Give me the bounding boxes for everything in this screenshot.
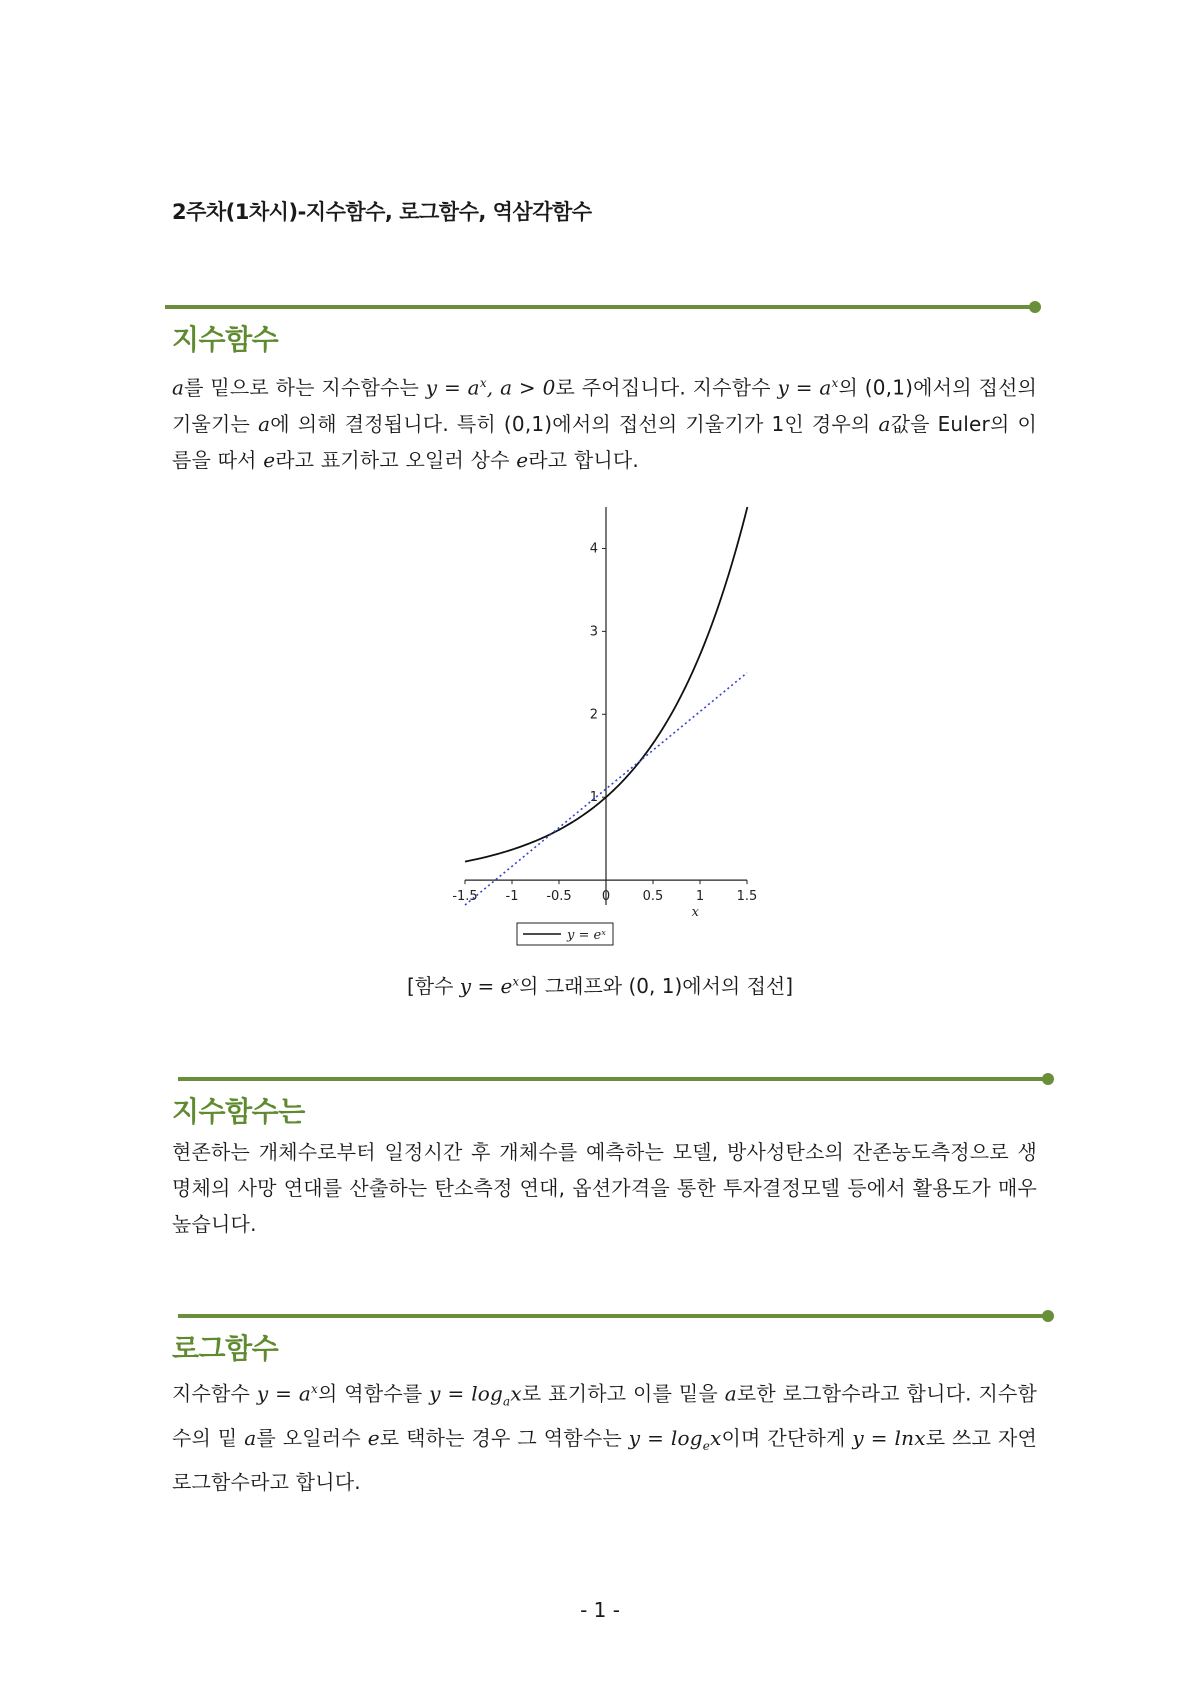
x-tick-label: -1 [505,889,519,905]
text-run: 라고 표기하고 오일러 상수 [275,447,517,472]
math-expr: y = a [777,375,832,400]
page-number: - 1 - [580,1598,620,1622]
document-title: 2주차(1차시)-지수함수, 로그함수, 역삼각함수 [172,200,592,224]
y-tick-label: 2 [589,707,598,723]
legend-label: y = eˣ [567,928,606,943]
text-run: 로 주어집니다. 지수함수 [555,375,778,400]
exp-function-graph [452,505,765,945]
text-run: 로 쓰고 자연로그함수라고 합니다. [172,1425,1037,1494]
section-paragraph [172,365,1037,478]
section-divider [178,1314,1048,1318]
math-expr: y = e [459,974,513,998]
math-var: a [878,411,891,436]
math-sup: x [512,974,520,989]
x-tick-label: -1.5 [452,889,478,905]
x-tick-label: 1.5 [736,889,758,905]
math-var: x [510,1381,522,1406]
text-run: 를 밑으로 하는 지수함수는 [184,375,426,400]
divider-dot [1042,1073,1054,1085]
math-expr: y = log [429,1381,504,1406]
y-tick-label: 3 [589,624,598,640]
math-var: a [244,1425,257,1450]
math-var: a [258,411,271,436]
math-sup: x [831,376,839,390]
section-paragraph: 현존하는 개체수로부터 일정시간 후 개체수를 예측하는 모델, 방사성탄소의 잔존농도측정으로 생명체의 사망 연대를 산출하는 탄소측정 연대, 옵션가격을 통한 투자결정모델 등에서 활용도가 매우 높습니다. [172,1140,1037,1236]
figure-caption [0,970,1200,999]
math-var: e [367,1425,380,1450]
x-tick-label: 0.5 [642,889,664,905]
text-run: 를 오일러수 [256,1425,368,1450]
math-var: e [263,447,276,472]
chart-svg [452,505,765,945]
math-expr: y = a [425,375,480,400]
x-tick-label: 1 [695,889,705,905]
text-run: 로 표기하고 이를 밑을 [521,1381,725,1406]
text-run: 값을 Euler의 이름을 따서 [172,411,1038,472]
math-sup: x [311,1382,318,1396]
text-run: 에 의해 결정됩니다. 특히 (0,1)에서의 접선의 기울기가 1인 경우의 [270,411,879,436]
math-var: x [710,1425,722,1450]
math-var: e [516,447,529,472]
section-divider [165,305,1035,309]
text-run: 로 택하는 경우 그 역함수는 [379,1425,629,1450]
math-expr: y = lnx [852,1425,926,1450]
section-paragraph [172,1371,1037,1500]
y-tick-label: 1 [589,790,598,806]
math-sup: x [479,376,487,390]
text-run: 지수함수 [172,1381,257,1406]
text-run: 의 역함수를 [318,1381,430,1406]
text-run: 이며 간단하게 [721,1425,853,1450]
section-divider [178,1077,1048,1081]
math-sub: a [503,1394,511,1409]
math-var: a [172,375,185,400]
y-tick-label: 4 [589,541,598,557]
math-expr: y = a [256,1381,312,1406]
math-sub: e [702,1438,711,1453]
text-run: 로한 로그함수라고 합니다. 지수함수의 밑 [172,1381,1038,1450]
math-var: a [724,1381,737,1406]
math-expr: y = log [628,1425,703,1450]
divider-dot [1042,1310,1054,1322]
section-heading: 지수함수는 [172,1095,305,1128]
x-tick-label: 0 [601,889,611,905]
text-run: 의 그래프와 (0, 1)에서의 접선] [519,974,794,998]
section-heading: 지수함수 [172,323,279,356]
section-heading: 로그함수 [172,1332,279,1365]
math-expr: , a > 0 [486,375,556,400]
text-run: [함수 [406,974,460,998]
x-tick-label: -0.5 [546,889,572,905]
divider-dot [1029,301,1041,313]
x-axis-label: x [691,905,699,921]
text-run: 라고 합니다. [528,447,639,472]
text-run: 의 (0,1)에서의 접선의 기울기는 [172,375,1038,436]
